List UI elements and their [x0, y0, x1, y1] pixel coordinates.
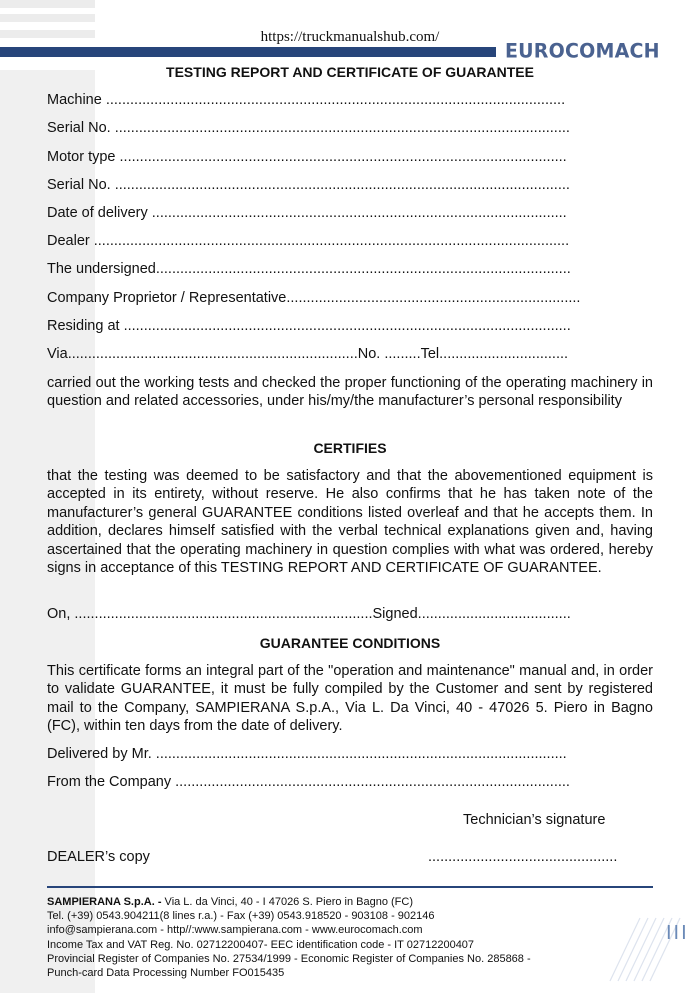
company-phone: Tel. (+39) 0543.904211(8 lines r.a.) - Fax (+39) 0543.918520 - 903108 - 902146 [47, 910, 435, 923]
dealers-copy-label: DEALER’s copy [47, 849, 150, 865]
on-signed-field: On, ..........................................................................Signed...................................... [47, 606, 571, 622]
proprietor-field: Company Proprietor / Representative......................................................................... [47, 290, 581, 306]
undersigned-field: The undersigned....................................................................................................... [47, 261, 571, 277]
company-footer [47, 895, 607, 980]
motor-type-field: Motor type ............................................................................................................... [47, 149, 567, 165]
header-bar [0, 47, 496, 57]
delivered-by-field: Delivered by Mr. ...................................................................................................... [47, 746, 567, 762]
company-name: SAMPIERANA S.p.A. - [47, 896, 162, 908]
eurocomach-logo: EUROCOMACH [505, 39, 660, 63]
header-stripe [0, 0, 95, 8]
company-register: Provincial Register of Companies No. 27534/1999 - Economic Register of Companies No. 285868 - [47, 952, 531, 965]
source-url: https://truckmanualshub.com/ [260, 29, 440, 45]
company-tax: Income Tax and VAT Reg. No. 02712200407- EEC identification code - IT 02712200407 [47, 938, 475, 951]
technician-signature-label: Technician’s signature [463, 812, 606, 828]
company-address: Via L. da Vinci, 40 - I 47026 S. Piero in Bagno (FC) [161, 896, 414, 908]
testing-paragraph: carried out the working tests and checked the proper functioning of the operating machinery in question and related accessories, under his/my/the manufacturer’s personal responsibility [47, 375, 653, 410]
company-punchcard: Punch-card Data Processing Number FO015435 [47, 967, 285, 980]
signature-line: ............................................... [428, 849, 618, 865]
via-no-tel-field: Via........................................................................No. .........Tel................................ [47, 346, 569, 362]
machine-field: Machine .................................................................................................................. [47, 92, 566, 108]
certifies-heading: CERTIFIES [313, 440, 387, 456]
document-title: TESTING REPORT AND CERTIFICATE OF GUARANTEE [166, 64, 534, 80]
guarantee-conditions-heading: GUARANTEE CONDITIONS [259, 635, 441, 651]
dealer-field: Dealer ...................................................................................................................... [47, 233, 570, 249]
certifies-paragraph: that the testing was deemed to be satisfactory and that the abovementioned equipment is accepted in its entirety, without reserve. He also confirms that he has taken note of the manufacturer’s general GUARANTEE conditions listed overleaf and that he accepts them. In addition, declares himself satisfied with the verbal technical explanations given and, having ascertained that the operating machinery in question complies with what was ordered, hereby signs in acceptance of this TESTING REPORT AND CERTIFICATE OF GUARANTEE. [47, 468, 653, 577]
serial-no-field: Serial No. ................................................................................................................. [47, 120, 570, 136]
serial-no-field: Serial No. ................................................................................................................. [47, 177, 570, 193]
page-number: III [666, 922, 689, 944]
from-company-field: From the Company .................................................................................................. [47, 774, 570, 790]
date-of-delivery-field: Date of delivery ....................................................................................................... [47, 205, 567, 221]
footer-divider [47, 886, 653, 888]
header-stripe [0, 14, 95, 22]
guarantee-paragraph: This certificate forms an integral part of the "operation and maintenance" manual and, in order to validate GUARANTEE, it must be fully compiled by the Customer and sent by registered mail to the Company, SAMPIERANA S.p.A., Via L. Da Vinci, 40 - 47026 5. Piero in Bagno (FC), within ten days from the date of delivery. [47, 663, 653, 735]
company-web: info@sampierana.com - http//:www.sampierana.com - www.eurocomach.com [47, 924, 423, 937]
residing-field: Residing at ............................................................................................................... [47, 318, 571, 334]
